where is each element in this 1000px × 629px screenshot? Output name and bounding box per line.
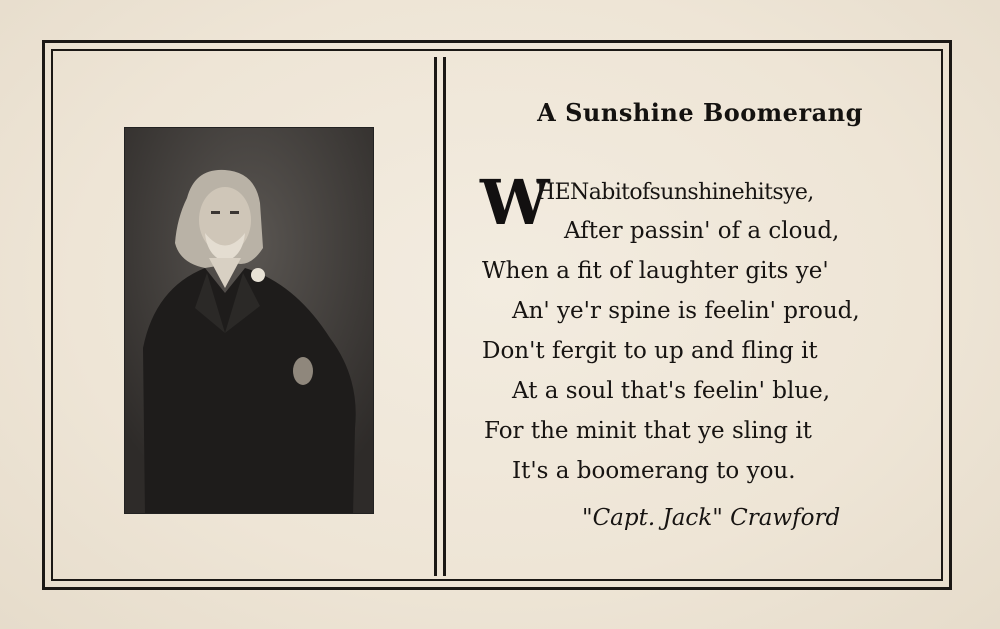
poem-first-line: HENabitofsunshinehitsye, <box>536 180 814 205</box>
poem-line: When a fit of laughter gits ye' <box>482 258 829 284</box>
poem-line: For the minit that ye sling it <box>484 418 812 444</box>
poem-title: A Sunshine Boomerang <box>537 98 863 127</box>
poem-line: After passin' of a cloud, <box>564 218 840 244</box>
poem-line: An' ye'r spine is feelin' proud, <box>512 298 860 324</box>
drop-cap-letter: W <box>480 166 550 239</box>
poem-line: At a soul that's feelin' blue, <box>512 378 831 404</box>
poem-line: Don't fergit to up and fling it <box>482 338 818 364</box>
author-signature: "Capt. Jack" Crawford <box>582 505 841 531</box>
portrait-illustration <box>125 128 374 514</box>
poem-line: It's a boomerang to you. <box>512 458 796 484</box>
center-divider-left <box>434 57 437 576</box>
center-divider-right <box>443 57 446 576</box>
portrait-photo <box>124 127 374 514</box>
